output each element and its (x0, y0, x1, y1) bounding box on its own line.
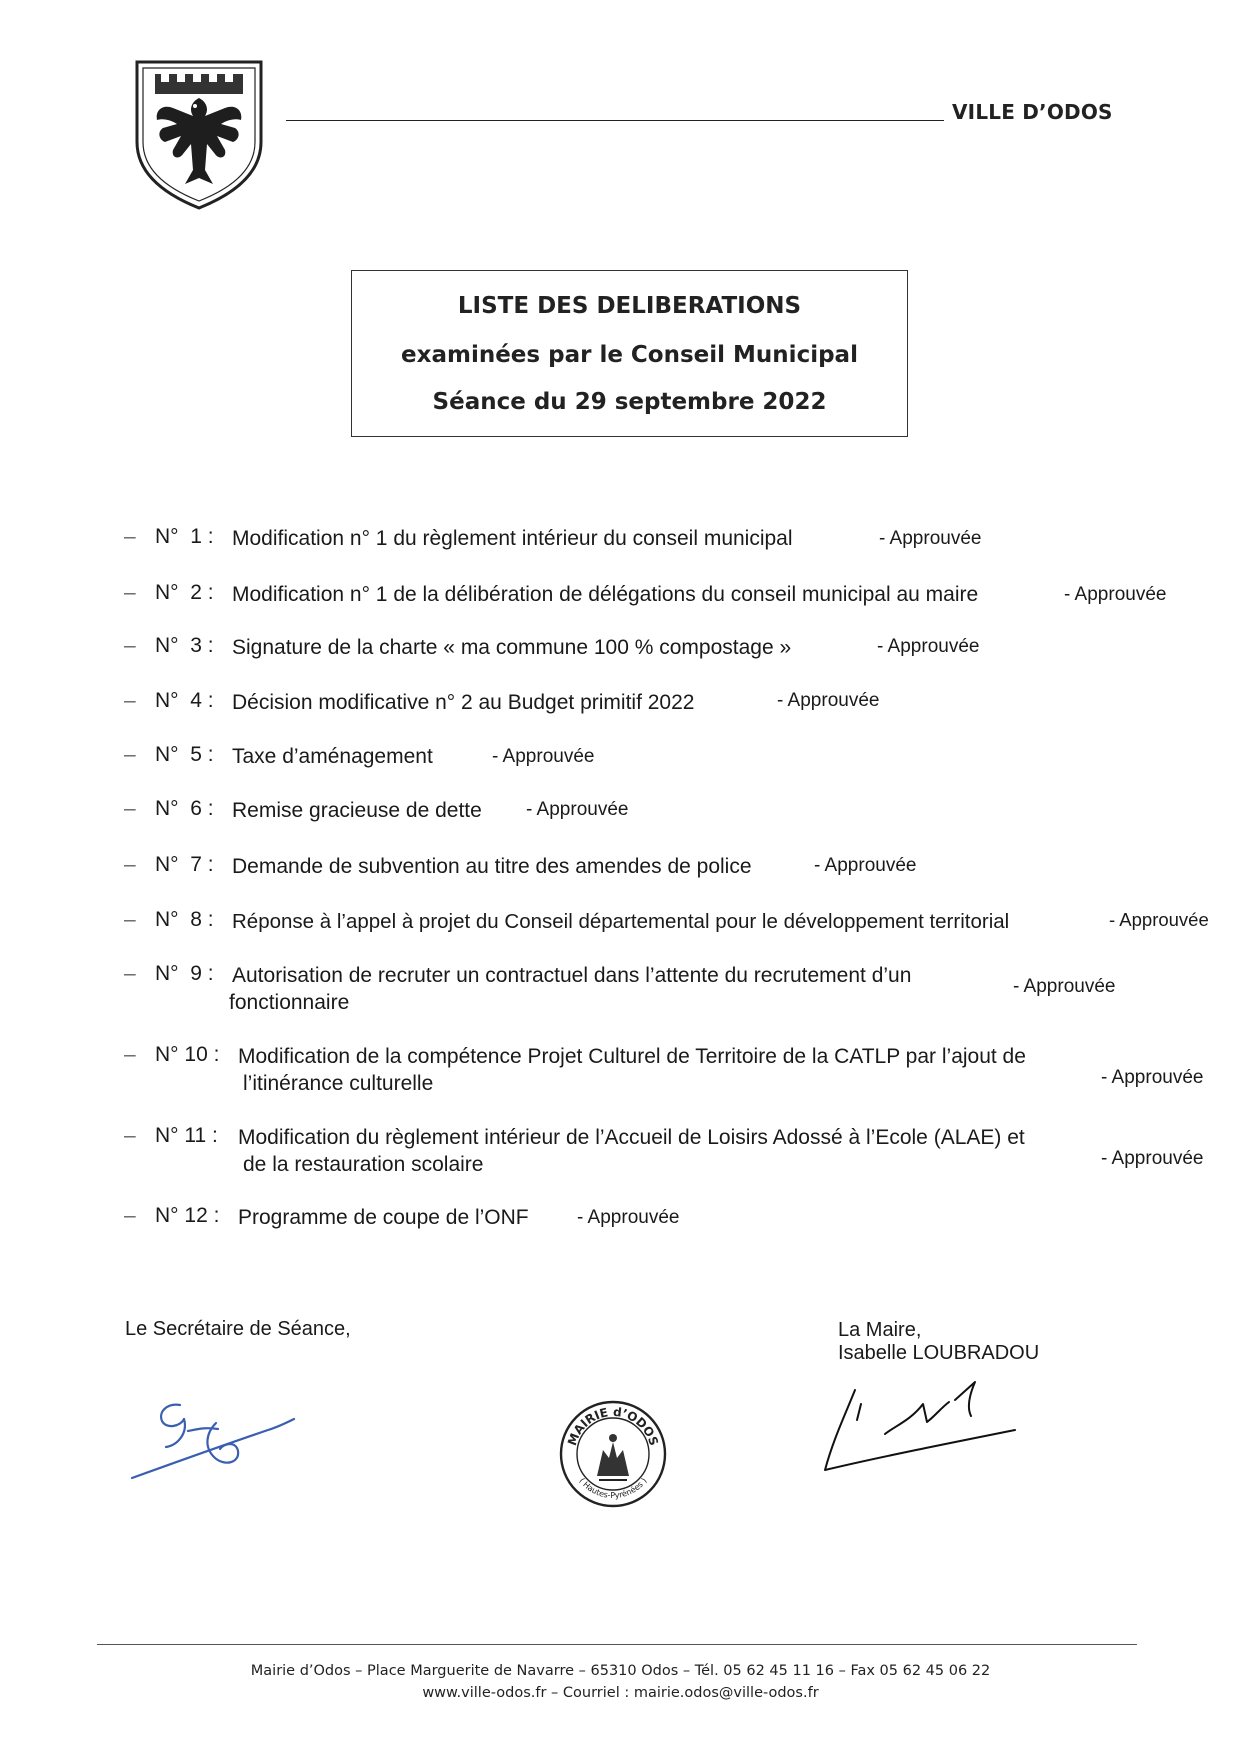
deliberation-status: - Approuvée (1101, 1067, 1204, 1088)
deliberation-status: - Approuvée (1013, 976, 1116, 997)
document-title: LISTE DES DELIBERATIONS (457, 293, 802, 319)
secretary-signature (128, 1385, 303, 1495)
header-rule (286, 120, 944, 121)
deliberation-status: - Approuvée (814, 855, 917, 876)
footer-address: Mairie d’Odos – Place Marguerite de Navarre – 65310 Odos – Tél. 05 62 45 11 16 – Fax 05 62 45 06 22 (250, 1663, 991, 1679)
deliberation-number: N° 4 : (155, 689, 214, 712)
deliberation-status: - Approuvée (492, 746, 595, 767)
title-box (351, 270, 908, 437)
deliberation-number: N° 12 : (155, 1204, 220, 1227)
deliberation-status: - Approuvée (1064, 584, 1167, 605)
deliberation-title: Réponse à l’appel à projet du Conseil départemental pour le développement territorial (232, 910, 1010, 933)
document-subtitle: examinées par le Conseil Municipal (401, 342, 858, 368)
session-date: Séance du 29 septembre 2022 (432, 389, 827, 415)
footer-contact: www.ville-odos.fr – Courriel : mairie.odos@ville-odos.fr (422, 1685, 819, 1701)
deliberation-number: N° 7 : (155, 853, 214, 876)
mayor-name: Isabelle LOUBRADOU (838, 1342, 1040, 1364)
deliberation-title-line2: l’itinérance culturelle (243, 1072, 434, 1095)
deliberation-title: Taxe d’aménagement (232, 745, 433, 768)
list-dash: – (124, 689, 136, 712)
list-dash: – (124, 797, 136, 820)
deliberation-status: - Approuvée (1109, 909, 1209, 930)
deliberation-number: N° 2 : (155, 581, 214, 604)
deliberation-number: N° 3 : (155, 634, 214, 657)
mayor-title: La Maire, (838, 1319, 922, 1341)
deliberation-number: N° 6 : (155, 797, 214, 820)
deliberation-title: Modification n° 1 du règlement intérieur du conseil municipal (232, 527, 793, 550)
list-dash: – (124, 743, 136, 766)
list-dash: – (124, 853, 136, 876)
deliberation-number: N° 1 : (155, 525, 214, 548)
list-dash: – (124, 634, 136, 657)
deliberation-number: N° 8 : (155, 908, 214, 931)
list-dash: – (124, 908, 136, 931)
deliberation-number: N° 11 : (155, 1124, 218, 1147)
list-dash: – (124, 962, 136, 985)
mayor-signature (815, 1360, 1040, 1480)
deliberation-status: - Approuvée (1101, 1148, 1204, 1169)
deliberation-number: N° 5 : (155, 743, 214, 766)
deliberation-title-line1: Modification de la compétence Projet Culturel de Territoire de la CATLP par l’ajout de (238, 1045, 1026, 1068)
deliberation-title: Décision modificative n° 2 au Budget primitif 2022 (232, 691, 695, 714)
list-dash: – (124, 1124, 136, 1147)
deliberation-number: N° 9 : (155, 962, 214, 985)
deliberation-title-line2: de la restauration scolaire (243, 1153, 484, 1176)
deliberation-status: - Approuvée (577, 1207, 680, 1228)
seal-bottom-text: ( Hautes-Pyrénées ) (577, 1476, 649, 1501)
town-hall-seal (557, 1398, 669, 1510)
coat-of-arms-logo (133, 58, 265, 210)
deliberation-title-line1: Autorisation de recruter un contractuel dans l’attente du recrutement d’un (232, 964, 912, 987)
deliberation-title: Modification n° 1 de la délibération de délégations du conseil municipal au maire (232, 583, 979, 606)
deliberation-status: - Approuvée (877, 636, 980, 657)
deliberation-title-line1: Modification du règlement intérieur de l’Accueil de Loisirs Adossé à l’Ecole (ALAE) et (238, 1126, 1025, 1149)
list-dash: – (124, 1204, 136, 1227)
deliberation-number: N° 10 : (155, 1043, 220, 1066)
deliberation-title: Demande de subvention au titre des amendes de police (232, 855, 752, 878)
deliberation-title: Remise gracieuse de dette (232, 799, 482, 822)
deliberation-status: - Approuvée (526, 799, 629, 820)
deliberation-status: - Approuvée (777, 690, 880, 711)
footer-rule (97, 1644, 1137, 1645)
list-dash: – (124, 1043, 136, 1066)
seal-top-text: MAIRIE d’ODOS (565, 1404, 661, 1448)
deliberation-title: Programme de coupe de l’ONF (238, 1206, 529, 1229)
list-dash: – (124, 581, 136, 604)
city-name: VILLE D’ODOS (952, 100, 1113, 124)
deliberation-title: Signature de la charte « ma commune 100 % compostage » (232, 636, 792, 659)
secretary-label: Le Secrétaire de Séance, (125, 1318, 351, 1340)
deliberation-title-line2: fonctionnaire (229, 991, 350, 1014)
deliberation-status: - Approuvée (879, 528, 982, 549)
list-dash: – (124, 525, 136, 548)
